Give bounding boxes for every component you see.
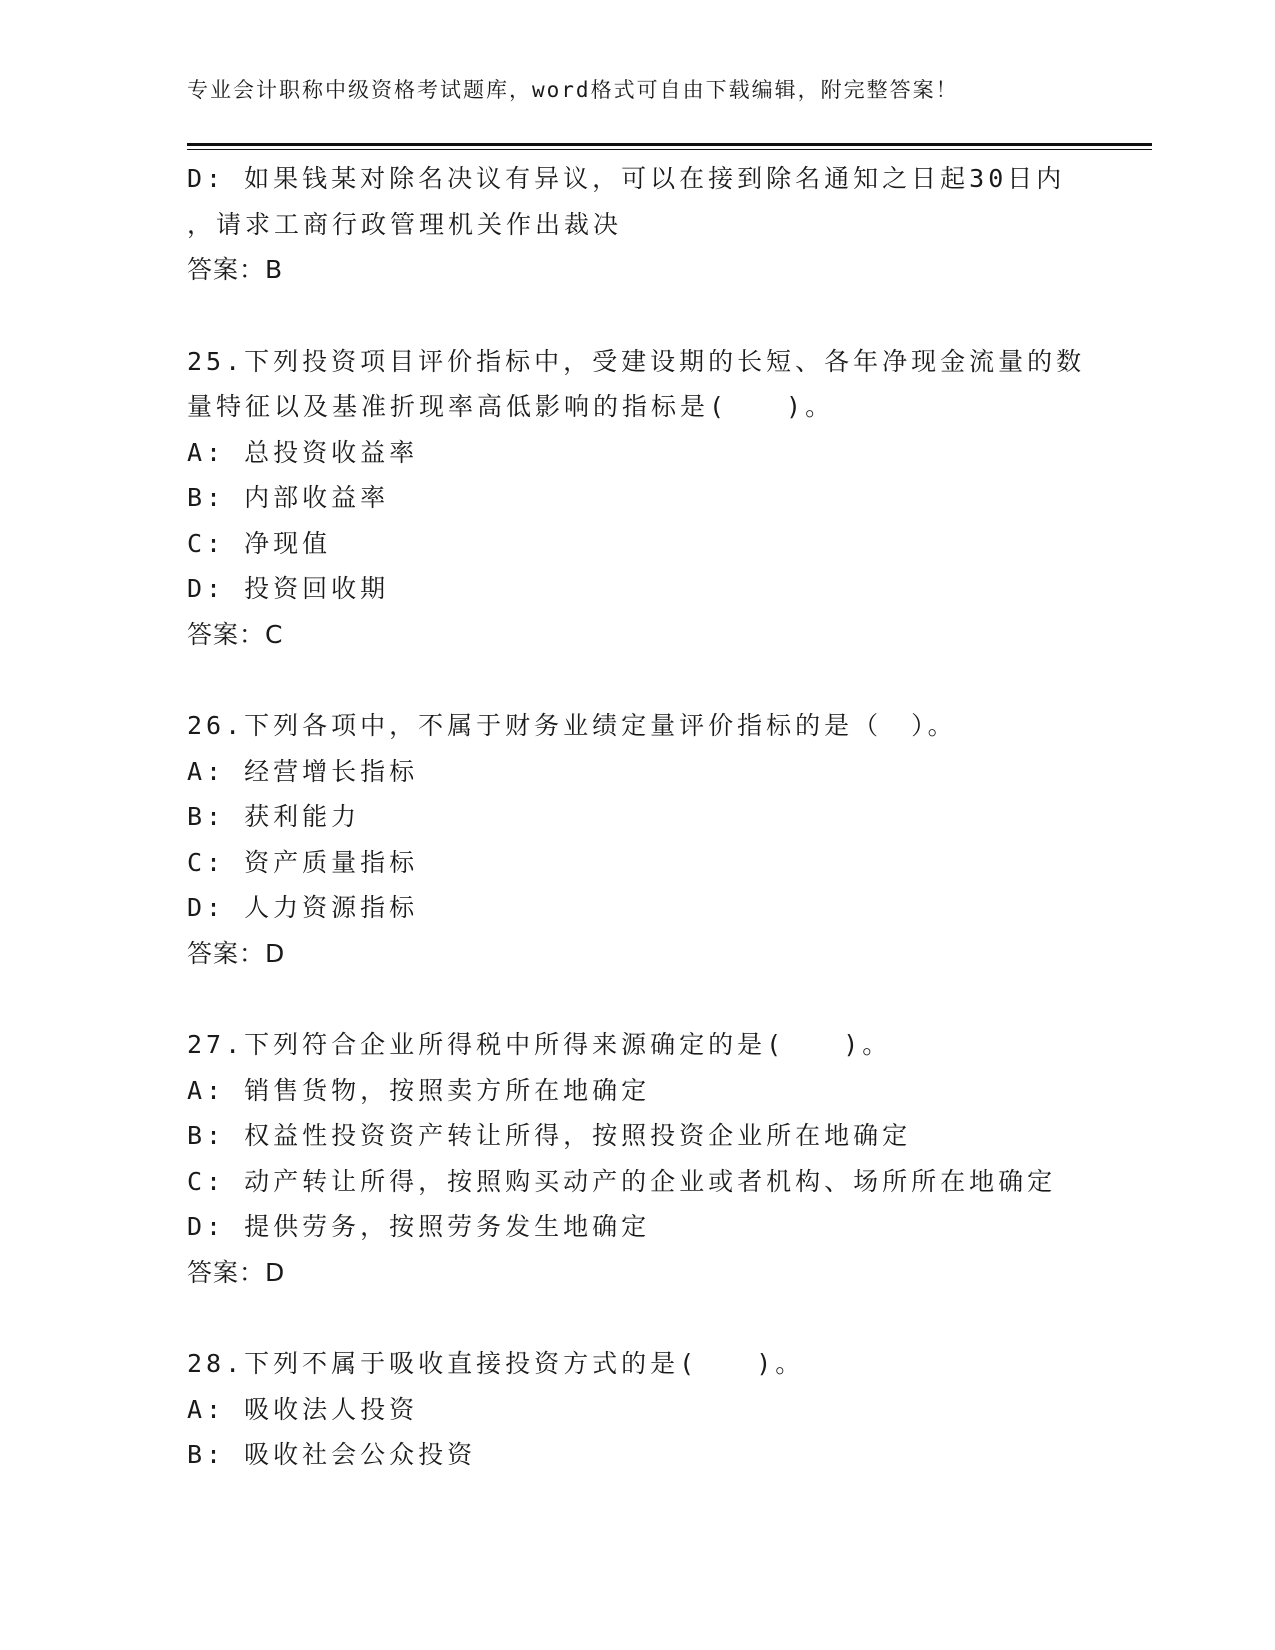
option-a: A: 总投资收益率 [187,437,419,467]
answer-line: 答案：D [187,938,286,968]
option-c: C: 动产转让所得，按照购买动产的企业或者机构、场所所在地确定 [187,1166,1057,1196]
answer-line: 答案：B [187,255,284,284]
option-a: A: 经营增长指标 [187,756,419,786]
option-d: D: 提供劳务，按照劳务发生地确定 [187,1212,651,1241]
option-c: C: 资产质量指标 [187,847,419,877]
question-block-26 [187,703,1147,976]
question-block-25 [187,339,1147,658]
option-b: B: 内部收益率 [187,483,390,512]
question-block-28 [187,1341,1147,1478]
option-b: B: 吸收社会公众投资 [187,1440,477,1469]
question-stem: 量特征以及基准折现率高低影响的指标是( )。 [187,392,835,421]
question-stem: 26.下列各项中，不属于财务业绩定量评价指标的是（ ）。 [187,711,957,740]
answer-line: 答案：C [187,619,284,649]
option-d: D: 投资回收期 [187,574,390,603]
question-block-27 [187,1022,1147,1295]
option-a: A: 销售货物，按照卖方所在地确定 [187,1075,651,1105]
question-stem: 25.下列投资项目评价指标中，受建设期的长短、各年净现金流量的数 [187,346,1086,376]
option-b: B: 获利能力 [187,802,361,831]
option-b: B: 权益性投资资产转让所得，按照投资企业所在地确定 [187,1121,912,1150]
question-block-24-tail [187,156,1147,293]
option-line: D: 如果钱某对除名决议有异议，可以在接到除名通知之日起30日内 [187,164,1066,193]
header-rule-thick [187,143,1152,146]
question-content [187,156,1147,1478]
option-c: C: 净现值 [187,528,332,558]
answer-line: 答案：D [187,1257,286,1287]
option-d: D: 人力资源指标 [187,893,419,922]
header-rule-thin [187,149,1152,150]
option-line: ，请求工商行政管理机关作出裁决 [187,209,623,239]
page-header: 专业会计职称中级资格考试题库，word格式可自由下载编辑，附完整答案！ [187,78,959,102]
question-stem: 28.下列不属于吸收直接投资方式的是( )。 [187,1349,805,1378]
question-stem: 27.下列符合企业所得税中所得来源确定的是( )。 [187,1030,892,1059]
option-a: A: 吸收法人投资 [187,1394,419,1424]
